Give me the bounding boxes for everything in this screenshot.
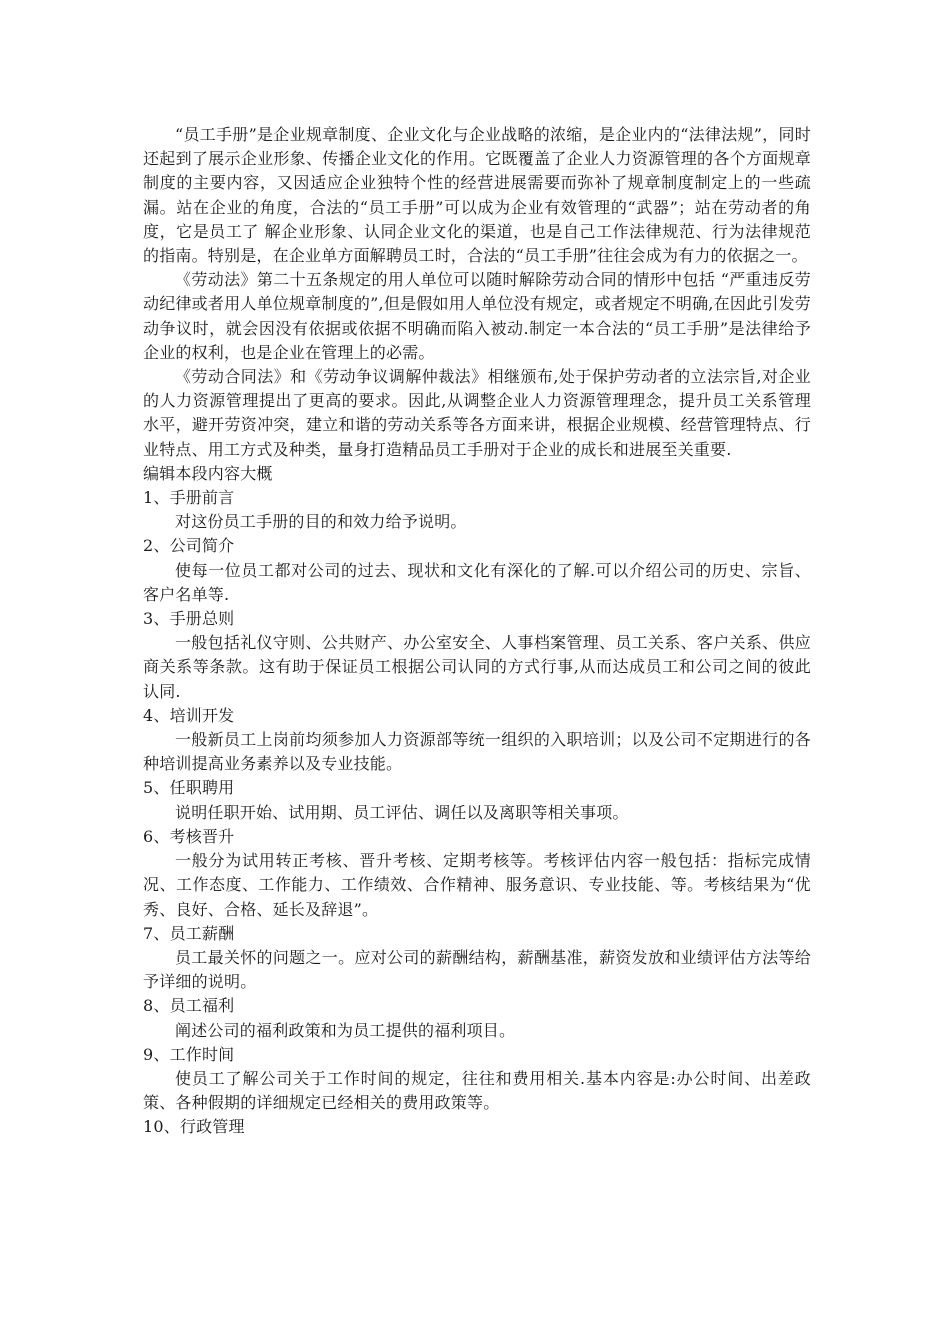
section-heading: 2、公司简介: [143, 536, 235, 556]
section-body: 员工最关怀的问题之一。应对公司的薪酬结构，薪酬基准，薪资发放和业绩评估方法等给予详细的说明。: [143, 947, 811, 992]
section-body: 说明任职开始、试用期、员工评估、调任以及离职等相关事项。: [175, 802, 629, 822]
section-body: 使每一位员工都对公司的过去、现状和文化有深化的了解.可以介绍公司的历史、宗旨、客户名单等.: [143, 560, 811, 604]
section-body: 使员工了解公司关于工作时间的规定，往往和费用相关.基本内容是:办公时间、出差政策、各种假期的详细规定已经相关的费用政策等。: [143, 1068, 811, 1113]
section-heading: 1、手册前言: [143, 488, 235, 508]
section-heading: 6、考核晋升: [143, 826, 235, 846]
section-heading: 7、员工薪酬: [143, 923, 235, 943]
section-body: 一般分为试用转正考核、晋升考核、定期考核等。考核评估内容一般包括：指标完成情况、工作态度、工作能力、工作绩效、合作精神、服务意识、专业技能、等。考核结果为“优秀、良好、合格、延长及辞退”。: [143, 851, 811, 919]
section-body: 对这份员工手册的目的和效力给予说明。: [175, 512, 467, 532]
intro-paragraph: “员工手册”是企业规章制度、企业文化与企业战略的浓缩，是企业内的“法律法规”，同时还起到了展示企业形象、传播企业文化的作用。它既覆盖了企业人力资源管理的各个方面规章制度的主要内容，又因适应企业独特个性的经营进展需要而弥补了规章制度制定上的一些疏漏。站在企业的角度，合法的“员工手册”可以成为企业有效管理的“武器”；站在劳动者的角度，它是员工了 解企业形象、认同企业文化的渠道，也是自己工作法律规范、行为法律规范的指南。特别是，在企业单方面解聘员工时，合法的“员工手册”往往会成为有力的依据之一。: [143, 125, 811, 266]
section-heading: 8、员工福利: [143, 996, 235, 1016]
section-heading: 3、手册总则: [143, 609, 235, 629]
intro-paragraph: 《劳动法》第二十五条规定的用人单位可以随时解除劳动合同的情形中包括 “严重违反劳动纪律或者用人单位规章制度的”,但是假如用人单位没有规定，或者规定不明确,在因此引发劳动争议时，就会因没有依据或依据不明确而陷入被动.制定一本合法的“员工手册”是法律给予企业的权利，也是企业在管理上的必需。: [143, 270, 811, 362]
section-body: 一般包括礼仪守则、公共财产、办公室安全、人事档案管理、员工关系、客户关系、供应商关系等条款。这有助于保证员工根据公司认同的方式行事,从而达成员工和公司之间的彼此认同.: [143, 633, 811, 701]
section-body: 阐述公司的福利政策和为员工提供的福利项目。: [175, 1020, 516, 1040]
section-heading: 9、工作时间: [143, 1044, 235, 1064]
section-title: 编辑本段内容大概: [143, 463, 273, 483]
section-heading: 10、行政管理: [143, 1117, 245, 1137]
section-body: 一般新员工上岗前均须参加人力资源部等统一组织的入职培训；以及公司不定期进行的各种培训提高业务素养以及专业技能。: [143, 730, 811, 774]
section-heading: 4、培训开发: [143, 705, 235, 725]
section-heading: 5、任职聘用: [143, 778, 235, 798]
document-page: [143, 123, 811, 1140]
intro-paragraph: 《劳动合同法》和《劳动争议调解仲裁法》相继颁布,处于保护劳动者的立法宗旨,对企业的人力资源管理提出了更高的要求。因此,从调整企业人力资源管理理念，提升员工关系管理水平，避开劳资冲突，建立和谐的劳动关系等各方面来讲，根据企业规模、经营管理特点、行业特点、用工方式及种类，量身打造精品员工手册对于企业的成长和进展至关重要.: [143, 367, 811, 459]
